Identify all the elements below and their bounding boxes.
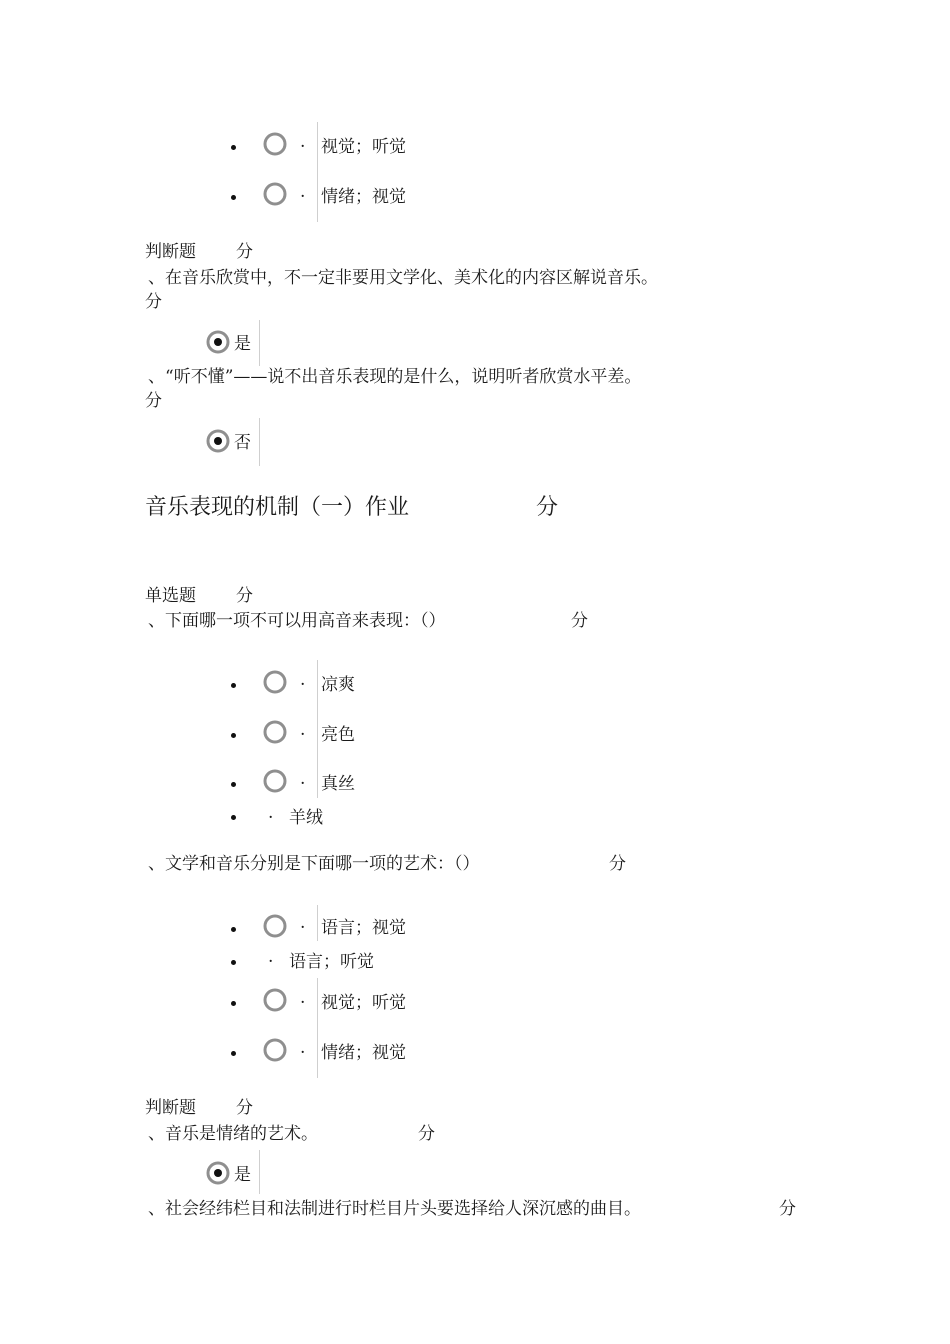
question-points: 分 [571, 611, 588, 631]
option-label: 语言；听觉 [289, 952, 374, 972]
radio-button-selected-icon[interactable] [205, 1160, 231, 1186]
option-divider [317, 660, 318, 710]
question-text: 、文学和音乐分别是下面哪一项的艺术：（） [148, 854, 480, 874]
question-points: 分 [145, 391, 162, 411]
option-dot: . [300, 720, 306, 740]
list-bullet [231, 145, 236, 150]
option-divider [317, 172, 318, 222]
section-header-points: 分 [236, 1098, 253, 1118]
option-divider [317, 905, 318, 941]
question-points: 分 [779, 1199, 796, 1219]
radio-button-unselected-icon[interactable] [262, 913, 288, 939]
list-bullet [231, 1051, 236, 1056]
radio-button-unselected-icon[interactable] [262, 719, 288, 745]
list-bullet [231, 960, 236, 965]
option-dot: . [300, 769, 306, 789]
question-text: 、在音乐欣赏中，不一定非要用文学化、美术化的内容区解说音乐。 [148, 268, 658, 288]
section-header-true-false: 判断题 [145, 1098, 196, 1118]
option-dot: . [300, 182, 306, 202]
option-dot: . [300, 988, 306, 1008]
answer-divider [259, 1150, 260, 1194]
radio-button-unselected-icon[interactable] [262, 181, 288, 207]
answer-label: 是 [234, 334, 251, 354]
section-header-points: 分 [236, 242, 253, 262]
answer-label: 否 [234, 433, 251, 453]
radio-button-selected-icon[interactable] [205, 329, 231, 355]
question-points: 分 [145, 292, 162, 312]
radio-button-unselected-icon[interactable] [262, 669, 288, 695]
option-label: 情绪；视觉 [321, 1043, 406, 1063]
option-label: 视觉；听觉 [321, 993, 406, 1013]
section-header-single-choice: 单选题 [145, 586, 196, 606]
option-divider [317, 122, 318, 172]
option-label: 情绪；视觉 [321, 187, 406, 207]
option-divider [317, 710, 318, 760]
answer-divider [259, 418, 260, 466]
option-label: 亮色 [321, 725, 355, 745]
question-text: 、“听不懂”——说不出音乐表现的是什么，说明听者欣赏水平差。 [148, 367, 642, 387]
option-divider [317, 1028, 318, 1078]
list-bullet [231, 733, 236, 738]
list-bullet [231, 927, 236, 932]
radio-button-unselected-icon[interactable] [262, 768, 288, 794]
option-label: 语言；视觉 [321, 918, 406, 938]
option-label: 羊绒 [289, 808, 323, 828]
assignment-points: 分 [536, 495, 559, 520]
option-divider [317, 760, 318, 798]
list-bullet [231, 782, 236, 787]
option-dot: . [300, 913, 306, 933]
answer-label: 是 [234, 1165, 251, 1185]
question-text: 、社会经纬栏目和法制进行时栏目片头要选择给人深沉感的曲目。 [148, 1199, 641, 1219]
option-dot: . [300, 1038, 306, 1058]
option-label: 真丝 [321, 774, 355, 794]
question-points: 分 [418, 1124, 435, 1144]
answer-divider [259, 320, 260, 366]
list-bullet [231, 195, 236, 200]
question-text: 、音乐是情绪的艺术。 [148, 1124, 318, 1144]
assignment-title: 音乐表现的机制（一）作业 [145, 495, 410, 520]
option-label: 凉爽 [321, 675, 355, 695]
list-bullet [231, 683, 236, 688]
option-dot: . [300, 132, 306, 152]
section-header-true-false: 判断题 [145, 242, 196, 262]
option-dot: . [300, 670, 306, 690]
list-bullet [231, 815, 236, 820]
radio-button-selected-icon[interactable] [205, 428, 231, 454]
option-divider [317, 978, 318, 1028]
question-points: 分 [609, 854, 626, 874]
section-header-points: 分 [236, 586, 253, 606]
radio-button-unselected-icon[interactable] [262, 1037, 288, 1063]
radio-button-unselected-icon[interactable] [262, 987, 288, 1013]
option-dot: . [268, 947, 274, 967]
option-dot: . [268, 803, 274, 823]
option-label: 视觉；听觉 [321, 137, 406, 157]
question-text: 、下面哪一项不可以用高音来表现：（） [148, 611, 446, 631]
radio-button-unselected-icon[interactable] [262, 131, 288, 157]
list-bullet [231, 1001, 236, 1006]
